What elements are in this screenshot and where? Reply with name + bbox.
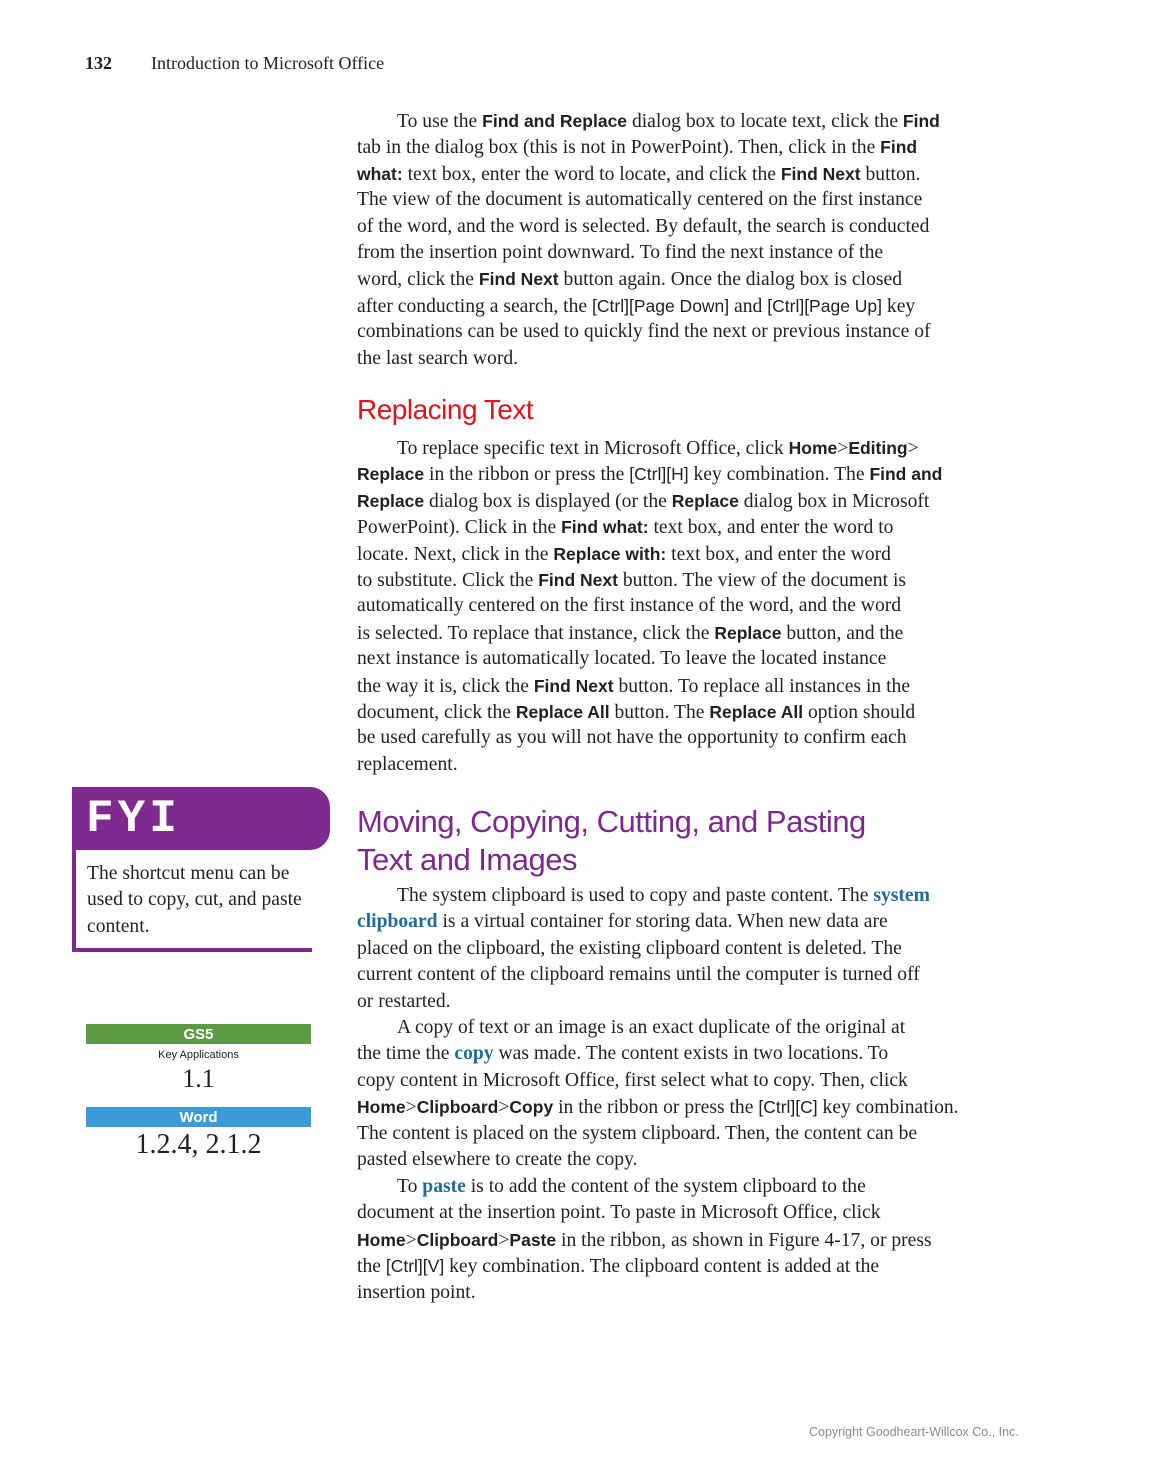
text-line bbox=[357, 1094, 1057, 1120]
text-run: button. bbox=[860, 163, 921, 185]
text-run: the way it is, click the bbox=[357, 675, 534, 697]
text-line bbox=[357, 1280, 1057, 1306]
text-run: button. The bbox=[609, 701, 710, 723]
bold-command: Clipboard bbox=[416, 1229, 499, 1250]
text-run: locate. Next, click in the bbox=[357, 543, 554, 565]
text-run: button again. Once the dialog box is closed bbox=[558, 269, 902, 291]
heading-replacing-text: Replacing Text bbox=[357, 394, 534, 425]
text-run: copy content in Microsoft Office, first select what to copy. Then, click bbox=[357, 1069, 908, 1091]
text-run: text box, enter the word to locate, and click the bbox=[402, 163, 781, 185]
text-run: text box, and enter the word to bbox=[648, 517, 894, 539]
text-line bbox=[357, 161, 1057, 187]
bold-command: Replace All bbox=[515, 701, 610, 722]
text-run: is to add the content of the system clipboard to the bbox=[465, 1176, 866, 1197]
text-run: key combination. The clipboard content is added at the bbox=[444, 1256, 880, 1278]
key-term: copy bbox=[454, 1043, 494, 1065]
text-run: key combination. The bbox=[688, 464, 870, 486]
paragraph-replace bbox=[357, 435, 1057, 778]
text-line bbox=[357, 620, 1057, 646]
text-run: > bbox=[837, 438, 849, 459]
text-run: of the word, and the word is selected. By default, the search is conducted bbox=[357, 215, 930, 237]
text-run: current content of the clipboard remains until the computer is turned off bbox=[357, 964, 920, 986]
key-term: system bbox=[873, 885, 930, 906]
text-line bbox=[357, 1015, 1057, 1041]
key-term: paste bbox=[422, 1176, 466, 1197]
text-line bbox=[357, 293, 1057, 319]
gs5-subtitle: Key Applications bbox=[158, 1049, 239, 1061]
word-badge: Word bbox=[86, 1107, 311, 1127]
text-line bbox=[357, 725, 1057, 751]
key-shortcut: [Ctrl][Page Up] bbox=[767, 295, 883, 316]
text-run: replacement. bbox=[357, 753, 458, 775]
text-line bbox=[357, 1227, 1057, 1253]
text-run: > bbox=[405, 1229, 417, 1251]
text-run: in the ribbon or press the bbox=[553, 1097, 759, 1119]
text-line bbox=[357, 1121, 1057, 1147]
text-run: > bbox=[405, 1097, 417, 1119]
text-run: combinations can be used to quickly find the next or previous instance of bbox=[357, 321, 931, 343]
text-line bbox=[357, 187, 1057, 213]
fyi-box bbox=[72, 850, 312, 952]
text-run: the bbox=[357, 1256, 386, 1278]
paragraph-copy bbox=[357, 1015, 1057, 1173]
text-run: tab in the dialog box (this is not in PowerPoint). Then, click in the bbox=[357, 137, 881, 159]
paragraph-find bbox=[357, 108, 1057, 372]
heading-line: Text and Images bbox=[357, 842, 577, 877]
text-line bbox=[357, 567, 1057, 593]
text-run: key bbox=[882, 295, 916, 317]
word-value: 1.2.4, 2.1.2 bbox=[135, 1129, 262, 1160]
text-line bbox=[357, 134, 1057, 160]
text-line bbox=[357, 699, 1057, 725]
text-run: dialog box is displayed (or the bbox=[424, 490, 672, 512]
text-run: > bbox=[907, 438, 919, 459]
bold-command: Replace bbox=[357, 464, 425, 485]
text-run: The content is placed on the system clipboard. Then, the content can be bbox=[357, 1122, 918, 1144]
text-run: be used carefully as you will not have the opportunity to confirm each bbox=[357, 727, 907, 749]
bold-command: Replace with: bbox=[553, 543, 667, 564]
key-term: clipboard bbox=[357, 911, 438, 933]
text-run: word, click the bbox=[357, 269, 479, 291]
bold-command: Find and Replace bbox=[482, 111, 628, 131]
text-line bbox=[357, 593, 1057, 619]
text-line bbox=[357, 108, 1057, 134]
text-line bbox=[357, 266, 1057, 292]
text-line bbox=[357, 214, 1057, 240]
text-line bbox=[357, 909, 1057, 935]
text-run: placed on the clipboard, the existing clipboard content is deleted. The bbox=[357, 937, 902, 959]
bold-command: Home bbox=[788, 438, 838, 458]
text-run: To replace specific text in Microsoft Office, click bbox=[397, 438, 789, 459]
text-run: > bbox=[498, 1097, 510, 1119]
bold-command: Home bbox=[357, 1229, 406, 1250]
bold-command: Find what: bbox=[561, 517, 649, 538]
text-line bbox=[357, 1200, 1057, 1226]
text-run: is selected. To replace that instance, click the bbox=[357, 622, 715, 644]
bold-command: Find Next bbox=[478, 269, 559, 290]
bold-command: Replace bbox=[671, 490, 739, 511]
text-run: or restarted. bbox=[357, 990, 451, 1012]
text-run: and bbox=[729, 295, 768, 317]
key-shortcut: [Ctrl][H] bbox=[629, 464, 689, 485]
text-run: pasted elsewhere to create the copy. bbox=[357, 1148, 638, 1170]
text-run: document, click the bbox=[357, 701, 516, 723]
text-line bbox=[357, 646, 1057, 672]
fyi-title: FYI bbox=[86, 793, 181, 845]
text-run: in the ribbon or press the bbox=[424, 464, 630, 486]
fyi-text: The shortcut menu can be used to copy, cut, and paste content. bbox=[87, 863, 302, 937]
paragraph-clipboard bbox=[357, 883, 1057, 1015]
text-run: automatically centered on the first instance of the word, and the word bbox=[357, 595, 902, 617]
text-line bbox=[357, 461, 1057, 487]
text-run: the time the bbox=[357, 1043, 455, 1065]
text-run: is a virtual container for storing data. When new data are bbox=[437, 911, 888, 933]
text-line bbox=[357, 346, 1057, 372]
text-run: the last search word. bbox=[357, 347, 519, 369]
text-run: insertion point. bbox=[357, 1281, 476, 1303]
key-shortcut: [Ctrl][Page Down] bbox=[592, 295, 730, 316]
text-line bbox=[357, 1253, 1057, 1279]
bold-command: Editing bbox=[848, 438, 908, 458]
text-run: was made. The content exists in two locations. To bbox=[493, 1043, 889, 1065]
text-run: to substitute. Click the bbox=[357, 569, 539, 591]
bold-command: Clipboard bbox=[416, 1097, 499, 1118]
text-run: next instance is automatically located. To leave the located instance bbox=[357, 648, 887, 670]
text-line bbox=[357, 1041, 1057, 1067]
heading-moving-copying bbox=[357, 803, 866, 879]
text-line bbox=[357, 1147, 1057, 1173]
bold-command: Replace bbox=[357, 490, 425, 511]
text-line bbox=[357, 1174, 1057, 1200]
bold-command: Copy bbox=[509, 1097, 554, 1118]
text-run: option should bbox=[803, 701, 916, 723]
text-run: text box, and enter the word bbox=[666, 543, 891, 565]
page-number: 132 bbox=[85, 53, 112, 73]
text-run: To use the bbox=[397, 111, 483, 132]
text-line bbox=[357, 936, 1057, 962]
text-run: dialog box in Microsoft bbox=[738, 490, 930, 512]
bold-command: Find Next bbox=[533, 675, 614, 696]
text-line bbox=[357, 240, 1057, 266]
bold-command: Find bbox=[880, 137, 918, 158]
text-run: > bbox=[498, 1229, 510, 1251]
text-run: A copy of text or an image is an exact duplicate of the original at bbox=[397, 1017, 906, 1038]
bold-command: Paste bbox=[509, 1229, 557, 1250]
text-line bbox=[357, 673, 1057, 699]
bold-command: Find bbox=[902, 111, 940, 131]
text-run: The system clipboard is used to copy and paste content. The bbox=[397, 885, 874, 906]
copyright: Copyright Goodheart-Willcox Co., Inc. bbox=[809, 1425, 1019, 1439]
key-shortcut: [Ctrl][C] bbox=[758, 1097, 818, 1118]
text-run: button. The view of the document is bbox=[617, 569, 907, 591]
key-shortcut: [Ctrl][V] bbox=[385, 1256, 445, 1277]
text-line bbox=[357, 989, 1057, 1015]
text-run: document at the insertion point. To paste in Microsoft Office, click bbox=[357, 1202, 881, 1224]
text-line bbox=[357, 1068, 1057, 1094]
heading-line: Moving, Copying, Cutting, and Pasting bbox=[357, 804, 866, 839]
text-line bbox=[357, 541, 1057, 567]
text-run: button. To replace all instances in the bbox=[613, 675, 911, 697]
gs5-value: 1.1 bbox=[182, 1064, 215, 1093]
text-run: button, and the bbox=[781, 622, 904, 644]
text-line bbox=[357, 319, 1057, 345]
text-line bbox=[357, 752, 1057, 778]
fyi-header bbox=[72, 787, 330, 850]
text-line bbox=[357, 883, 1057, 909]
text-run: after conducting a search, the bbox=[357, 295, 593, 317]
text-run: key combination. bbox=[817, 1097, 959, 1119]
text-line bbox=[357, 962, 1057, 988]
bold-command: Replace All bbox=[709, 701, 804, 722]
text-run: dialog box to locate text, click the bbox=[627, 111, 903, 132]
bold-command: Home bbox=[357, 1097, 406, 1118]
bold-command: Find Next bbox=[538, 569, 618, 590]
text-run: PowerPoint). Click in the bbox=[357, 517, 562, 539]
text-run: To bbox=[397, 1176, 423, 1197]
bold-command: Replace bbox=[714, 622, 782, 643]
paragraph-paste bbox=[357, 1174, 1057, 1306]
text-line bbox=[357, 488, 1057, 514]
running-header: Introduction to Microsoft Office bbox=[151, 53, 385, 73]
text-line bbox=[357, 514, 1057, 540]
text-line bbox=[357, 435, 1057, 461]
bold-command: Find Next bbox=[780, 163, 861, 184]
bold-command: Find and bbox=[869, 464, 943, 485]
text-run: in the ribbon, as shown in Figure 4-17, or press bbox=[556, 1229, 932, 1251]
text-run: The view of the document is automatically centered on the first instance bbox=[357, 189, 923, 211]
text-run: from the insertion point downward. To find the next instance of the bbox=[357, 241, 884, 263]
bold-command: what: bbox=[357, 163, 403, 184]
gs5-badge: GS5 bbox=[86, 1024, 311, 1044]
